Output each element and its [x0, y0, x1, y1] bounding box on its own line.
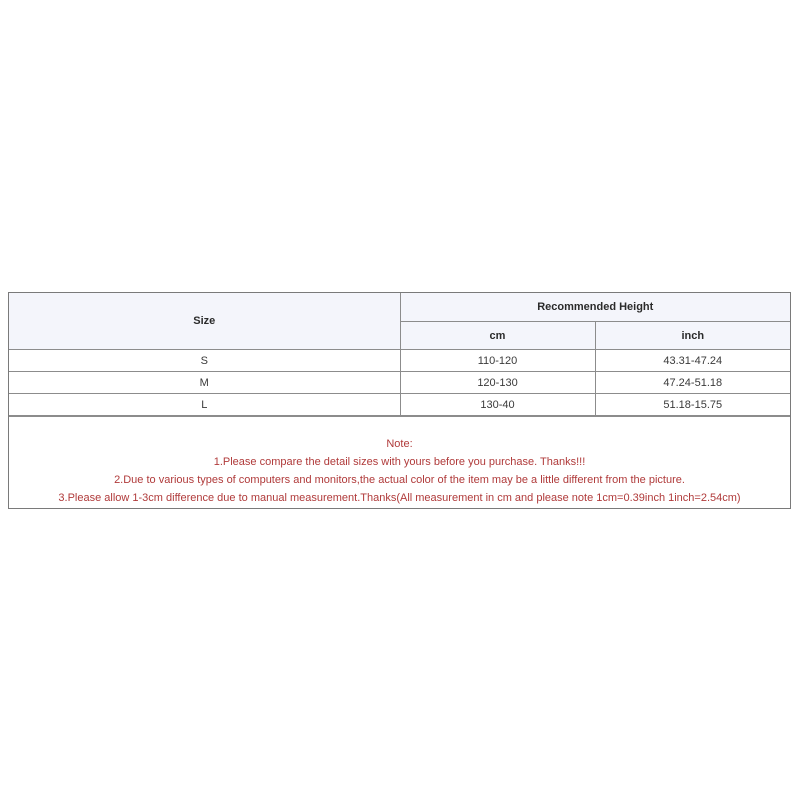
- size-chart: [8, 292, 791, 509]
- inch-cell: 47.24-51.18: [595, 372, 790, 394]
- size-column-header: Size: [9, 293, 400, 350]
- cm-cell: 130-40: [400, 394, 595, 416]
- size-cell: L: [9, 394, 400, 416]
- note-line-2: 2.Due to various types of computers and monitors,the actual color of the item may be a little different from the picture.: [114, 474, 685, 486]
- cm-cell: 120-130: [400, 372, 595, 394]
- inch-cell: 43.31-47.24: [595, 350, 790, 372]
- size-table: [9, 293, 790, 416]
- table-row: [9, 372, 790, 394]
- cm-cell: 110-120: [400, 350, 595, 372]
- notes-title: Note:: [386, 438, 413, 450]
- size-cell: S: [9, 350, 400, 372]
- notes-section: [9, 416, 790, 508]
- note-line-1: 1.Please compare the detail sizes with yours before you purchase. Thanks!!!: [213, 456, 586, 468]
- inch-column-header: inch: [595, 322, 790, 350]
- note-line-3: 3.Please allow 1-3cm difference due to manual measurement.Thanks(All measurement in cm and please note 1cm=0.39inch 1inch=2.54cm): [58, 492, 741, 504]
- recommended-height-header: Recommended Height: [400, 293, 790, 322]
- cm-column-header: cm: [400, 322, 595, 350]
- table-row: [9, 350, 790, 372]
- size-cell: M: [9, 372, 400, 394]
- table-row: [9, 394, 790, 416]
- inch-cell: 51.18-15.75: [595, 394, 790, 416]
